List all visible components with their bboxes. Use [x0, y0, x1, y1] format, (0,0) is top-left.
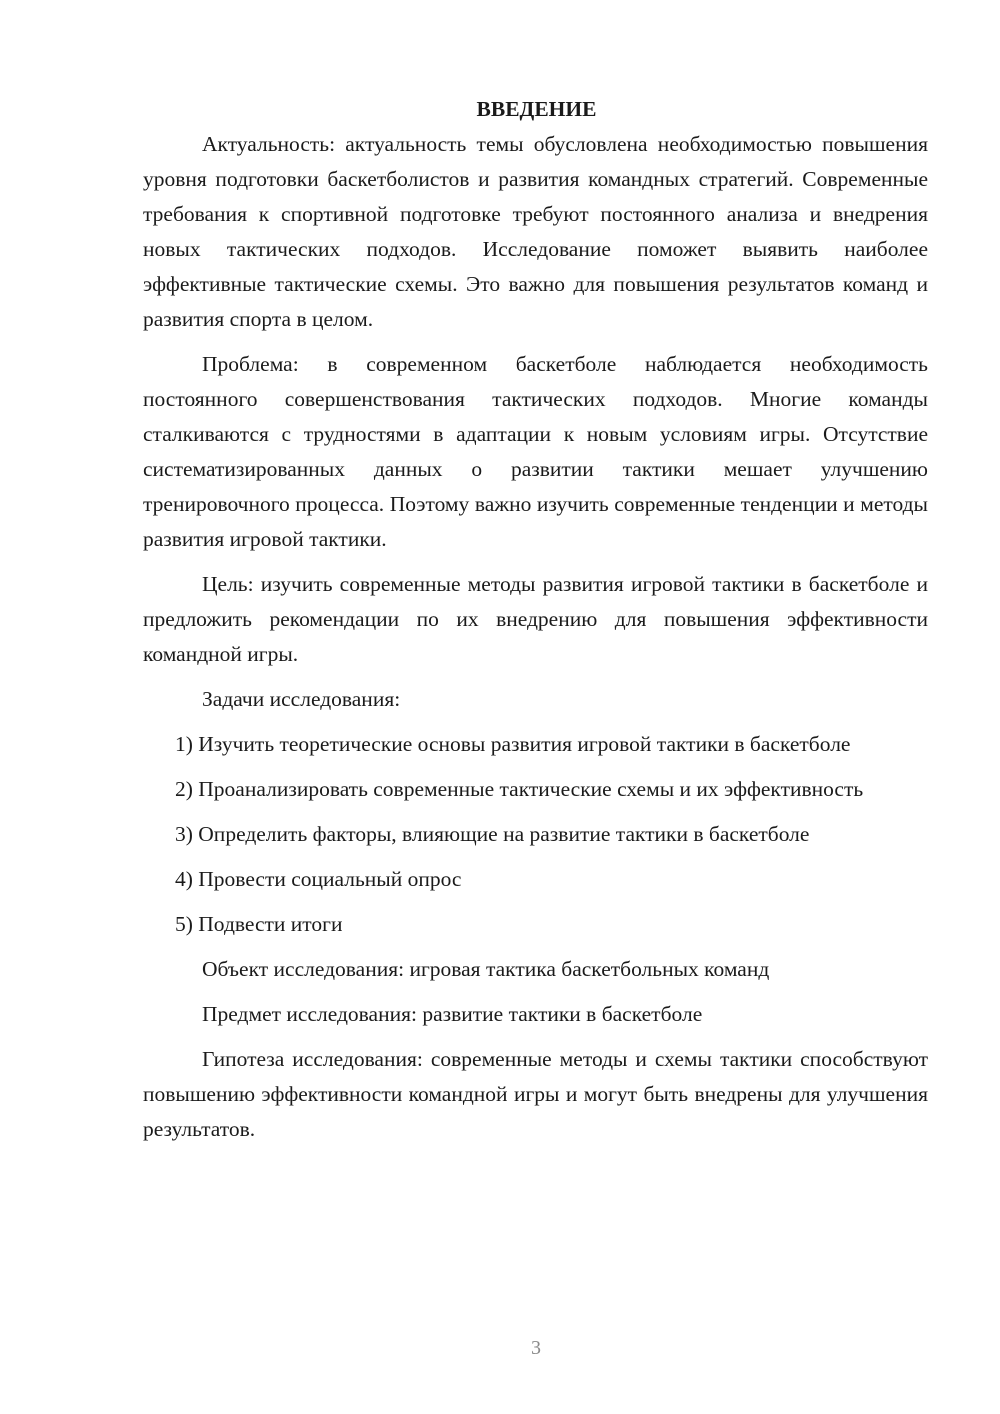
problem-paragraph: Проблема: в современном баскетболе наблюдается необходимость постоянного совершенствования тактических подходов. Многие команды сталкиваются с трудностями в адаптации к новым условиям игры. Отсутствие систематизированных данных о развитии тактики мешает улучшению тренировочного процесса. Поэтому важно изучить современные тенденции и методы развития игровой тактики. [143, 352, 928, 551]
section-heading: ВВЕДЕНИЕ [476, 97, 597, 121]
page-content [143, 92, 928, 1157]
task-item-3: 3) Определить факторы, влияющие на развитие тактики в баскетболе [175, 822, 810, 846]
object-paragraph: Объект исследования: игровая тактика баскетбольных команд [202, 957, 770, 981]
task-item-1: 1) Изучить теоретические основы развития игровой тактики в баскетболе [175, 732, 851, 756]
task-item-5: 5) Подвести итоги [175, 912, 343, 936]
goal-paragraph: Цель: изучить современные методы развития игровой тактики в баскетболе и предложить рекомендации по их внедрению для повышения эффективности командной игры. [143, 572, 928, 666]
subject-paragraph: Предмет исследования: развитие тактики в баскетболе [202, 1002, 703, 1026]
task-item-4: 4) Провести социальный опрос [175, 867, 462, 891]
relevance-paragraph: Актуальность: актуальность темы обусловлена необходимостью повышения уровня подготовки баскетболистов и развития командных стратегий. Современные требования к спортивной подготовке требуют постоянного анализа и внедрения новых тактических подходов. Исследование поможет выявить наиболее эффективные тактические схемы. Это важно для повышения результатов команд и развития спорта в целом. [143, 132, 928, 331]
task-item-2: 2) Проанализировать современные тактические схемы и их эффективность [175, 777, 864, 801]
page-number: 3 [531, 1337, 541, 1359]
tasks-heading: Задачи исследования: [202, 687, 401, 711]
hypothesis-paragraph: Гипотеза исследования: современные методы и схемы тактики способствуют повышению эффективности командной игры и могут быть внедрены для улучшения результатов. [143, 1047, 928, 1141]
